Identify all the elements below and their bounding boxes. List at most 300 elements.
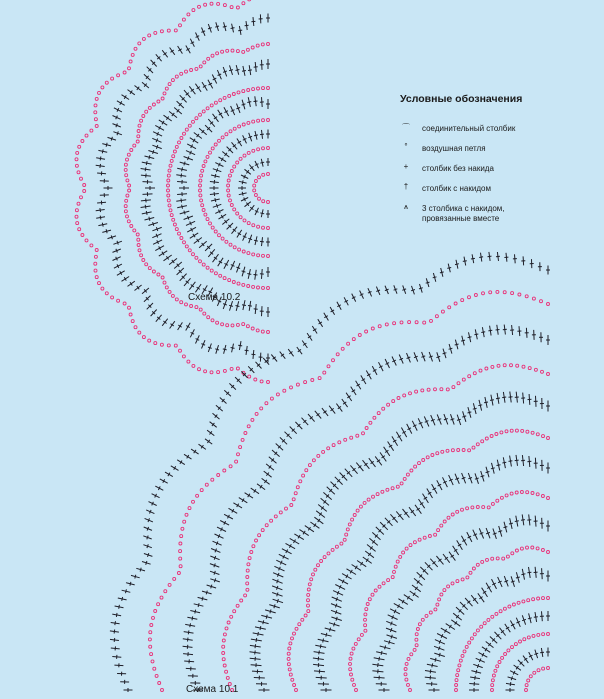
chain-stitch-mark	[463, 650, 466, 653]
chain-stitch-mark	[456, 580, 459, 583]
caption-10-2: Схема 10.2	[188, 292, 241, 303]
chain-stitch-mark	[340, 542, 343, 545]
stitch-mark	[330, 628, 331, 632]
chain-stitch-mark	[494, 669, 497, 672]
chain-stitch-mark	[523, 638, 526, 641]
legend-label: столбик с накидом	[422, 184, 491, 193]
chain-stitch-mark	[283, 389, 286, 392]
chain-stitch-mark	[161, 689, 164, 692]
chain-stitch-mark	[531, 431, 534, 434]
chain-stitch-mark	[526, 546, 529, 549]
stitch-mark	[475, 676, 476, 680]
chain-stitch-mark	[529, 675, 532, 678]
chain-stitch-mark	[246, 576, 249, 579]
stitch-mark	[270, 610, 271, 614]
chain-stitch-mark	[547, 667, 550, 670]
chain-stitch-mark	[345, 533, 348, 536]
stitch-mark	[534, 617, 538, 618]
stitch-mark	[335, 604, 337, 608]
chain-stitch-mark	[436, 452, 439, 455]
stitch-mark	[435, 658, 436, 662]
chain-stitch-mark	[426, 456, 429, 459]
stitch-mark	[488, 256, 492, 257]
stitch-mark	[476, 670, 477, 674]
chain-stitch-mark	[505, 430, 508, 433]
stitch-mark	[411, 290, 415, 291]
chain-stitch-mark	[347, 342, 350, 345]
stitch-mark	[260, 626, 261, 630]
chain-stitch-mark	[255, 539, 258, 542]
chain-stitch-mark	[179, 542, 182, 545]
chain-stitch-mark	[510, 364, 513, 367]
stitch-mark	[258, 632, 259, 636]
chain-stitch-mark	[533, 671, 536, 674]
stitch-mark	[391, 635, 392, 639]
chain-stitch-mark	[547, 373, 550, 376]
chain-stitch-mark	[307, 599, 310, 602]
chain-stitch-mark	[496, 665, 499, 668]
stitch-mark	[126, 589, 127, 593]
chain-stitch-mark	[537, 633, 540, 636]
stitch-mark	[266, 615, 267, 619]
chain-stitch-mark	[371, 593, 374, 596]
stitch-mark	[419, 288, 423, 289]
stitch-mark	[457, 419, 461, 420]
chain-stitch-mark	[363, 501, 366, 504]
chain-stitch-mark	[349, 662, 352, 665]
chain-stitch-mark	[239, 446, 242, 449]
chain-stitch-mark	[285, 507, 288, 510]
stitch-mark	[130, 582, 131, 586]
stitch-mark	[497, 465, 501, 466]
chain-stitch-mark	[451, 582, 454, 585]
chain-stitch-mark	[436, 603, 439, 606]
chain-stitch-mark	[305, 469, 308, 472]
chain-stitch-mark	[446, 388, 449, 391]
chain-stitch-mark	[151, 660, 154, 663]
stitch-mark	[114, 638, 115, 642]
chain-stitch-mark	[387, 579, 390, 582]
chain-stitch-mark	[217, 474, 220, 477]
chain-stitch-mark	[490, 435, 493, 438]
chain-stitch-mark	[403, 477, 406, 480]
chain-stitch-mark	[222, 652, 225, 655]
chain-stitch-mark	[287, 652, 290, 655]
chain-stitch-mark	[443, 589, 446, 592]
stitch-mark	[510, 682, 511, 686]
chain-stitch-mark	[418, 623, 421, 626]
chain-stitch-mark	[223, 633, 226, 636]
chain-stitch-mark	[532, 634, 535, 637]
chain-stitch-mark	[500, 496, 503, 499]
chain-stitch-mark	[311, 379, 314, 382]
chain-stitch-mark	[461, 299, 464, 302]
stitch-mark	[468, 337, 472, 338]
chain-stitch-mark	[458, 664, 461, 667]
chain-stitch-mark	[542, 435, 545, 438]
chain-stitch-mark	[491, 689, 494, 692]
chain-stitch-mark	[515, 491, 518, 494]
stitch-mark	[147, 536, 148, 540]
stitch-mark	[504, 581, 508, 583]
chain-stitch-mark	[258, 534, 261, 537]
legend-item-single-crochet	[400, 162, 600, 182]
chain-stitch-mark	[294, 492, 297, 495]
chain-stitch-mark	[452, 386, 455, 389]
stitch-mark	[463, 261, 467, 262]
chain-stitch-mark	[153, 667, 156, 670]
chain-stitch-mark	[495, 433, 498, 436]
chain-stitch-mark	[376, 493, 379, 496]
stitch-mark	[336, 610, 337, 614]
stitch-mark	[389, 640, 390, 644]
chain-stitch-mark	[527, 679, 530, 682]
stitch-mark	[414, 356, 418, 358]
stitch-mark	[439, 646, 441, 650]
chain-stitch-mark	[260, 407, 263, 410]
chain-stitch-mark	[410, 469, 413, 472]
chain-stitch-mark	[394, 565, 397, 568]
chain-stitch-mark	[531, 546, 534, 549]
chain-stitch-mark	[536, 433, 539, 436]
chain-stitch-mark	[547, 437, 550, 440]
chain-stitch-mark	[359, 505, 362, 508]
stitch-mark	[504, 527, 508, 528]
chain-stitch-mark	[487, 506, 490, 509]
chain-stitch-mark	[503, 364, 506, 367]
chain-stitch-mark	[225, 670, 228, 673]
chain-stitch-mark	[382, 407, 385, 410]
stitch-mark	[486, 472, 490, 473]
chain-stitch-mark	[481, 560, 484, 563]
chain-stitch-mark	[323, 556, 326, 559]
chain-stitch-mark	[252, 545, 255, 548]
chain-stitch-mark	[246, 588, 249, 591]
stitch-mark	[195, 610, 196, 614]
chain-stitch-mark	[335, 545, 338, 548]
chain-stitch-mark	[520, 491, 523, 494]
chain-stitch-mark	[177, 572, 180, 575]
chain-stitch-mark	[434, 388, 437, 391]
stitch-mark	[385, 646, 386, 650]
stitch-mark	[521, 574, 525, 575]
stitch-mark	[429, 356, 433, 357]
chain-stitch-mark	[430, 319, 433, 322]
chain-stitch-mark	[150, 653, 153, 656]
stitch-mark	[378, 663, 379, 667]
stitch-mark	[522, 619, 526, 620]
chain-stitch-mark	[457, 382, 460, 385]
stitch-mark	[318, 657, 319, 661]
chain-stitch-mark	[288, 668, 291, 671]
chain-stitch-mark	[498, 661, 501, 664]
chain-stitch-mark	[317, 564, 320, 567]
chain-stitch-mark	[521, 429, 524, 432]
stitch-mark	[478, 405, 482, 406]
chain-stitch-mark	[351, 678, 354, 681]
chain-stitch-mark	[296, 383, 299, 386]
chain-stitch-mark	[343, 538, 346, 541]
chain-stitch-mark	[223, 469, 226, 472]
chain-stitch-mark	[351, 518, 354, 521]
chain-stitch-mark	[421, 618, 424, 621]
chain-stitch-mark	[541, 495, 544, 498]
chain-stitch-mark	[402, 551, 405, 554]
chain-stitch-mark	[261, 529, 264, 532]
chain-stitch-mark	[251, 418, 254, 421]
stitch-mark	[146, 561, 147, 565]
chain-stitch-mark	[525, 295, 528, 298]
chain-stitch-mark	[526, 430, 529, 433]
chain-stitch-mark	[298, 623, 301, 626]
chain-stitch-mark	[307, 588, 310, 591]
chain-stitch-mark	[356, 434, 359, 437]
chain-stitch-mark	[429, 611, 432, 614]
chain-stitch-mark	[349, 668, 352, 671]
chain-stitch-mark	[415, 633, 418, 636]
stitch-mark	[511, 676, 512, 680]
stitch-mark	[451, 419, 455, 420]
stitch-mark	[188, 630, 189, 634]
stitch-mark	[455, 344, 459, 345]
chain-stitch-mark	[362, 432, 365, 435]
chain-stitch-mark	[503, 291, 506, 294]
chain-stitch-mark	[341, 347, 344, 350]
chain-stitch-mark	[476, 443, 479, 446]
chain-stitch-mark	[415, 638, 418, 641]
chain-stitch-mark	[547, 633, 550, 636]
chain-stitch-mark	[378, 585, 381, 588]
chain-stitch-mark	[302, 474, 305, 477]
stitch-mark	[479, 257, 483, 258]
chain-stitch-mark	[410, 653, 413, 656]
chain-stitch-mark	[386, 488, 389, 491]
stitch-mark	[440, 272, 444, 273]
chain-stitch-mark	[431, 454, 434, 457]
chain-stitch-mark	[247, 425, 250, 428]
stitch-mark	[455, 478, 459, 480]
chain-stitch-mark	[520, 547, 523, 550]
chain-stitch-mark	[276, 393, 279, 396]
chain-stitch-mark	[541, 549, 544, 552]
chain-stitch-mark	[487, 618, 490, 621]
chain-stitch-mark	[353, 683, 356, 686]
chain-stitch-mark	[332, 444, 335, 447]
stitch-mark	[515, 521, 519, 522]
chain-stitch-mark	[346, 528, 349, 531]
chain-stitch-mark	[515, 429, 518, 432]
stitch-mark	[190, 623, 191, 627]
chain-stitch-mark	[528, 367, 531, 370]
chain-stitch-mark	[476, 506, 479, 509]
stitch-mark	[471, 258, 475, 259]
chain-stitch-mark	[492, 674, 495, 677]
chain-stitch-mark	[173, 577, 176, 580]
chain-stitch-mark	[532, 297, 535, 300]
chain-stitch-mark	[455, 684, 458, 687]
chain-stitch-mark	[318, 377, 321, 380]
chain-stitch-mark	[392, 400, 395, 403]
chain-stitch-mark	[287, 663, 290, 666]
chain-stitch-mark	[154, 610, 157, 613]
stitch-mark	[421, 356, 425, 357]
chain-stitch-mark	[373, 416, 376, 419]
chain-stitch-mark	[454, 302, 457, 305]
chain-stitch-mark	[505, 494, 508, 497]
chain-stitch-mark	[248, 557, 251, 560]
chain-stitch-mark	[391, 487, 394, 490]
chain-stitch-mark	[468, 449, 471, 452]
stitch-mark	[255, 644, 256, 648]
legend-title: Условные обозначения	[400, 93, 523, 105]
stitch-mark	[488, 330, 492, 331]
chain-stitch-mark	[547, 497, 550, 500]
chain-stitch-mark	[435, 315, 438, 318]
chain-stitch-mark	[479, 369, 482, 372]
chain-stitch-mark	[518, 293, 521, 296]
chain-stitch-mark	[441, 310, 444, 313]
stitch-mark	[491, 468, 495, 469]
chain-stitch-mark	[365, 330, 368, 333]
chain-stitch-mark	[369, 421, 372, 424]
stitch-mark	[509, 461, 513, 462]
chain-stitch-mark	[416, 628, 419, 631]
chain-stitch-mark	[296, 486, 299, 489]
chain-stitch-mark	[368, 598, 371, 601]
stitch-mark	[114, 630, 115, 634]
chain-stitch-mark	[188, 507, 191, 510]
stitch-mark	[430, 669, 431, 673]
chain-stitch-mark	[486, 558, 489, 561]
chain-stitch-mark	[507, 649, 510, 652]
chain-stitch-mark	[246, 569, 249, 572]
stitch-mark	[277, 599, 278, 603]
chain-stitch-mark	[364, 618, 367, 621]
chain-stitch-mark	[164, 590, 167, 593]
chain-stitch-mark	[495, 612, 498, 615]
stitch-mark	[496, 330, 500, 331]
chain-stitch-mark	[409, 544, 412, 547]
chain-stitch-mark	[542, 633, 545, 636]
chain-stitch-mark	[205, 483, 208, 486]
chain-stitch-mark	[352, 338, 355, 341]
chain-stitch-mark	[327, 365, 330, 368]
chain-stitch-mark	[247, 563, 250, 566]
stitch-mark	[211, 585, 212, 589]
chain-stitch-mark	[152, 616, 155, 619]
chain-stitch-mark	[459, 659, 462, 662]
chain-stitch-mark	[312, 459, 315, 462]
chain-stitch-mark	[358, 334, 361, 337]
chain-stitch-mark	[441, 450, 444, 453]
chain-stitch-mark	[246, 582, 249, 585]
chain-stitch-mark	[406, 473, 409, 476]
chain-stitch-mark	[354, 642, 357, 645]
chain-stitch-mark	[397, 397, 400, 400]
chain-stitch-mark	[211, 478, 214, 481]
chain-stitch-mark	[461, 578, 464, 581]
chain-stitch-mark	[295, 689, 298, 692]
stitch-mark	[192, 616, 193, 620]
stitch-mark	[481, 332, 485, 333]
chain-stitch-mark	[423, 321, 426, 324]
stitch-mark	[461, 340, 465, 341]
chain-stitch-mark	[425, 614, 428, 617]
chain-stitch-mark	[396, 560, 399, 563]
chain-stitch-mark	[364, 613, 367, 616]
chain-stitch-mark	[510, 492, 513, 495]
stitch-mark	[376, 290, 380, 292]
stitch-mark	[115, 621, 116, 625]
chain-stitch-mark	[542, 667, 545, 670]
chain-stitch-mark	[179, 557, 182, 560]
chain-stitch-mark	[497, 364, 500, 367]
chain-stitch-mark	[502, 557, 505, 560]
chain-stitch-mark	[491, 615, 494, 618]
chain-stitch-mark	[491, 502, 494, 505]
chain-stitch-mark	[183, 520, 186, 523]
legend-item-cluster	[400, 202, 600, 228]
chain-stitch-mark	[536, 493, 539, 496]
stitch-mark	[188, 638, 189, 642]
stitch-mark	[394, 289, 398, 290]
chain-stitch-mark	[421, 389, 424, 392]
chain-stitch-mark	[233, 610, 236, 613]
stitch-mark	[498, 531, 502, 532]
chain-stitch-mark	[508, 605, 511, 608]
chain-stitch-mark	[482, 292, 485, 295]
chain-stitch-mark	[299, 480, 302, 483]
chain-stitch-mark	[447, 516, 450, 519]
legend-label: 3 столбика с накидом, провязанные вместе	[422, 204, 505, 223]
chain-stitch-mark	[405, 678, 408, 681]
chain-stitch-mark	[222, 645, 225, 648]
legend-item-chain	[400, 142, 600, 162]
chain-stitch-mark	[393, 322, 396, 325]
stitch-mark	[320, 644, 321, 648]
chain-stitch-mark	[469, 571, 472, 574]
chain-stitch-mark	[527, 599, 530, 602]
chain-stitch-mark	[418, 462, 421, 465]
stitch-mark	[432, 663, 433, 667]
chain-stitch-mark	[244, 594, 247, 597]
stitch-mark	[468, 412, 472, 413]
chain-stitch-mark	[415, 644, 418, 647]
chain-stitch-mark	[485, 367, 488, 370]
chain-stitch-mark	[491, 684, 494, 687]
chain-stitch-mark	[223, 664, 226, 667]
chain-stitch-mark	[517, 601, 520, 604]
chain-stitch-mark	[270, 397, 273, 400]
stitch-mark	[528, 618, 532, 619]
stitch-mark	[516, 577, 520, 578]
chain-stitch-mark	[241, 438, 244, 441]
chain-stitch-mark	[496, 499, 499, 502]
stitch-mark	[148, 553, 149, 557]
stitch-mark	[147, 544, 148, 548]
chain-stitch-mark	[355, 689, 358, 692]
chain-stitch-mark	[307, 610, 310, 613]
chain-stitch-mark	[274, 515, 277, 518]
chain-stitch-mark	[404, 668, 407, 671]
chain-stitch-mark	[327, 447, 330, 450]
stitch-mark	[390, 628, 392, 632]
chain-stitch-mark	[440, 593, 443, 596]
chain-stitch-mark	[279, 511, 282, 514]
chain-stitch-mark	[408, 321, 411, 324]
stitch-mark	[407, 357, 411, 359]
slip-stitch-icon: ⌒	[402, 123, 410, 132]
